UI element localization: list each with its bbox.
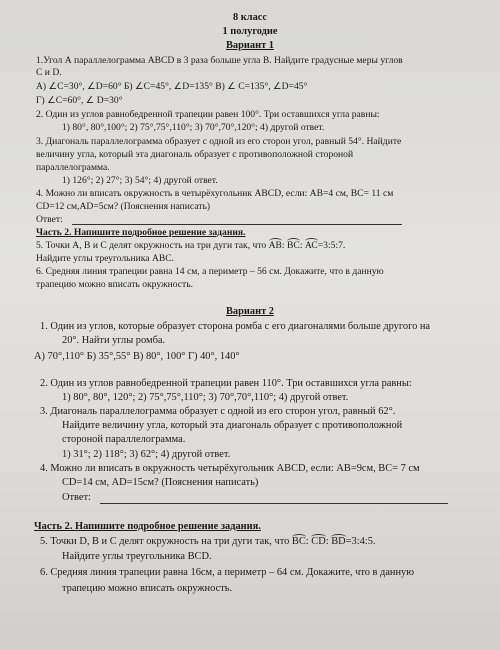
v1-q4-text: 4. Можно ли вписать окружность в четырёхугольник ABCD, если: AB=4 см, BC= 11 см bbox=[36, 188, 394, 199]
v1-answer-label: Ответ: bbox=[36, 214, 63, 225]
v2-q5-prefix: 5. Точки D, В и С делят окружность на три дуги так, что bbox=[40, 536, 292, 547]
v2-q1-text: 1. Один из углов, которые образует сторона ромба с его диагоналями больше другого на bbox=[40, 321, 431, 332]
v1-q6-text-cont: трапецию можно вписать окружность. bbox=[36, 279, 194, 290]
v2-q5-arc-bc: ВС bbox=[291, 536, 306, 547]
v2-q5-arc-cd: CD bbox=[311, 536, 326, 547]
v1-q2-text: 2. Один из углов равнобедренной трапеции равен 100°. Три оставшихся угла равны: bbox=[36, 109, 380, 120]
v1-part2-heading bbox=[36, 228, 245, 238]
v2-q1-text-cont: 20°. Найти углы ромба. bbox=[62, 335, 166, 346]
v1-q5-ratio: =3:5:7. bbox=[317, 240, 346, 251]
v2-answer-label: Ответ: bbox=[62, 492, 91, 503]
v1-q1-options-row1: А) ∠С=30°, ∠D=60° Б) ∠С=45°, ∠D=135° В) ∠ С=135°, ∠D=45° bbox=[36, 81, 308, 92]
v2-q4-text: 4. Можно ли вписать в окружность четырёхугольник ABCD, если: AB=9см, BC= 7 см bbox=[40, 463, 420, 474]
v2-q5-sep1: : bbox=[305, 536, 312, 547]
grade-heading: 8 класс bbox=[232, 12, 268, 23]
v1-q4-text-cont: CD=12 см,AD=5см? (Пояснения написать) bbox=[36, 201, 211, 212]
v2-q6-text: 6. Средняя линия трапеции равна 16см, а периметр – 64 см. Докажите, что в данную bbox=[40, 567, 415, 578]
v1-q5-text-cont: Найдите углы треугольника АВС. bbox=[36, 253, 175, 264]
v1-q3-text: 3. Диагональ параллелограмма образует с одной из его сторон угол, равный 54°. Найдите bbox=[36, 136, 402, 147]
v2-q2-options: 1) 80°, 80°, 120°; 2) 75°,75°,110°; 3) 70°,70°,110°; 4) другой ответ. bbox=[62, 392, 349, 403]
v2-q3-text-cont: Найдите величину угла, который эта диагональ образует с противоположной bbox=[62, 420, 403, 431]
v1-q5-arc-ac: АС bbox=[304, 240, 318, 251]
v2-q1-options: А) 70°,110° Б) 35°,55° В) 80°, 100° Г) 40°, 140° bbox=[34, 351, 240, 362]
v1-q1-options-row2: Г) ∠С=60°, ∠ D=30° bbox=[36, 95, 123, 106]
v1-q5-text bbox=[36, 241, 345, 251]
v2-part2-heading bbox=[34, 522, 261, 532]
v1-q5-prefix: 5. Точки А, В и С делят окружность на три дуги так, что bbox=[36, 240, 269, 251]
v2-part2-heading-text: Часть 2. Напишите подробное решение задания. bbox=[34, 521, 261, 532]
v2-answer-line[interactable] bbox=[100, 503, 448, 504]
v2-q5-text bbox=[40, 537, 376, 547]
v1-q5-sep2: : bbox=[299, 240, 305, 251]
v1-q5-arc-bc: ВС bbox=[287, 240, 300, 251]
v1-part2-heading-text: Часть 2. Напишите подробное решение задания. bbox=[36, 227, 246, 238]
v1-q3-text-cont2: параллелограмма. bbox=[36, 162, 110, 173]
variant-1-title: Вариант 1 bbox=[226, 40, 274, 51]
v1-q5-sep1: : bbox=[281, 240, 287, 251]
v2-q5-text-cont: Найдите углы треугольника ВСD. bbox=[62, 551, 212, 562]
v2-q3-text: 3. Диагональ параллелограмма образует с одной из его сторон угол, равный 62°. bbox=[40, 406, 396, 417]
v2-q4-text-cont: CD=14 см, AD=15см? (Пояснения написать) bbox=[62, 477, 259, 488]
v1-q5-arc-ab: АВ bbox=[268, 240, 282, 251]
v1-q6-text: 6. Средняя линия трапеции равна 14 см, а периметр – 56 см. Докажите, что в данную bbox=[36, 266, 384, 277]
v2-q3-text-cont2: стороной параллелограмма. bbox=[62, 434, 186, 445]
variant-2-title: Вариант 2 bbox=[226, 306, 274, 317]
v2-q2-text: 2. Один из углов равнобедренной трапеции равен 110°. Три оставшихся угла равны: bbox=[40, 378, 412, 389]
half-year-heading: 1 полугодие bbox=[222, 26, 278, 37]
v1-q2-options: 1) 80°, 80°,100°; 2) 75°,75°,110°; 3) 70°,70°,120°; 4) другой ответ. bbox=[62, 122, 325, 133]
v2-q5-sep2: : bbox=[325, 536, 332, 547]
v2-q6-text-cont: трапецию можно вписать окружность. bbox=[62, 583, 233, 594]
v2-q3-options: 1) 31°; 2) 118°; 3) 62°; 4) другой ответ. bbox=[62, 449, 231, 460]
v1-q1-text-cont: С и D. bbox=[36, 67, 62, 78]
v2-q5-arc-bd: BD bbox=[331, 536, 346, 547]
v1-q3-options: 1) 126°; 2) 27°; 3) 54°; 4) другой ответ. bbox=[62, 175, 218, 186]
v2-q5-ratio: =3:4:5. bbox=[345, 536, 376, 547]
v1-q1-text: 1.Угол А параллелограмма ABCD в 3 раза больше угла В. Найдите градусные меры углов bbox=[36, 55, 403, 66]
v1-answer-line[interactable] bbox=[72, 224, 402, 225]
v1-q3-text-cont: величину угла, который эта диагональ образует с противоположной стороной bbox=[36, 149, 354, 160]
